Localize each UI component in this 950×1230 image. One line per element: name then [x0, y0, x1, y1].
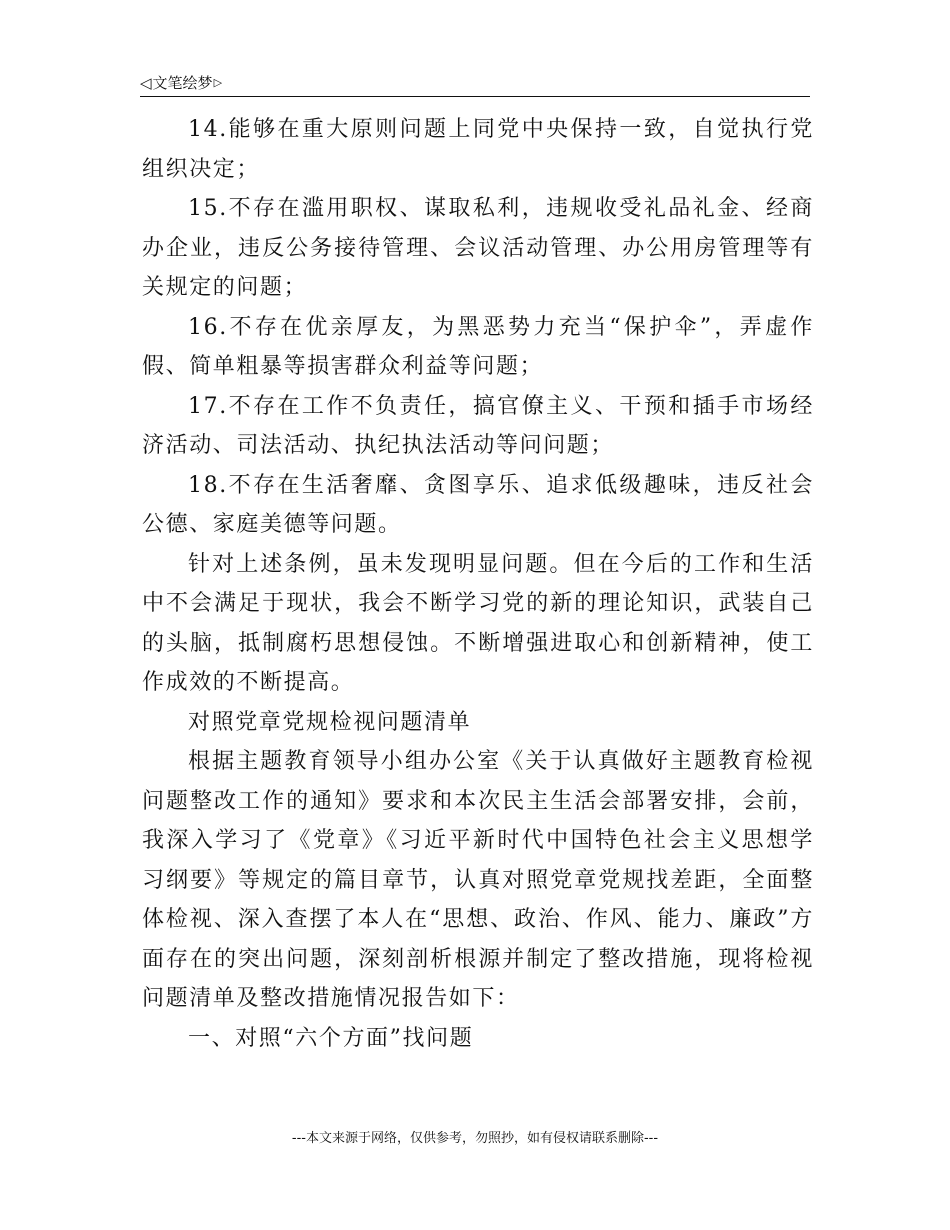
page-footer: ---本文来源于网络，仅供参考，勿照抄，如有侵权请联系删除--- [291, 1131, 659, 1146]
page-header [140, 70, 810, 97]
section-heading: 对照党章党规检视问题清单 [188, 709, 472, 735]
brand-name: 文笔绘梦 [152, 74, 213, 92]
paragraph-item-14: 14.能够在重大原则问题上同党中央保持一致，自觉执行党组织决定； [142, 117, 814, 182]
document-body [142, 110, 814, 1058]
paragraph-summary: 针对上述条例，虽未发现明显问题。但在今后的工作和生活中不会满足于现状，我会不断学习党的新的理论知识，武装自己的头脑，抵制腐朽思想侵蚀。不断增强进取心和创新精神，使工作成效的不断提高。 [142, 551, 814, 695]
header-brand [140, 73, 222, 93]
paragraph-item-15: 15.不存在滥用职权、谋取私利，违规收受礼品礼金、经商办企业，违反公务接待管理、会议活动管理、办公用房管理等有关规定的问题； [142, 196, 814, 300]
left-triangle-icon: ◁ [140, 74, 152, 92]
paragraph-item-16: 16.不存在优亲厚友，为黑恶势力充当“保护伞”，弄虚作假、简单粗暴等损害群众利益等问题； [142, 314, 814, 379]
paragraph-item-18: 18.不存在生活奢靡、贪图享乐、追求低级趣味，违反社会公德、家庭美德等问题。 [142, 472, 814, 537]
paragraph-item-17: 17.不存在工作不负责任，搞官僚主义、干预和插手市场经济活动、司法活动、执纪执法活动等问问题； [142, 393, 814, 458]
paragraph-intro: 根据主题教育领导小组办公室《关于认真做好主题教育检视问题整改工作的通知》要求和本次民主生活会部署安排，会前，我深入学习了《党章》《习近平新时代中国特色社会主义思想学习纲要》等规定的篇目章节，认真对照党章党规找差距，全面整体检视、深入查摆了本人在“思想、政治、作风、能力、廉政”方面存在的突出问题，深刻剖析根源并制定了整改措施，现将检视问题清单及整改措施情况报告如下： [142, 749, 814, 1011]
subsection-heading: 一、对照“六个方面”找问题 [188, 1025, 474, 1051]
right-triangle-icon: ▷ [213, 76, 223, 89]
